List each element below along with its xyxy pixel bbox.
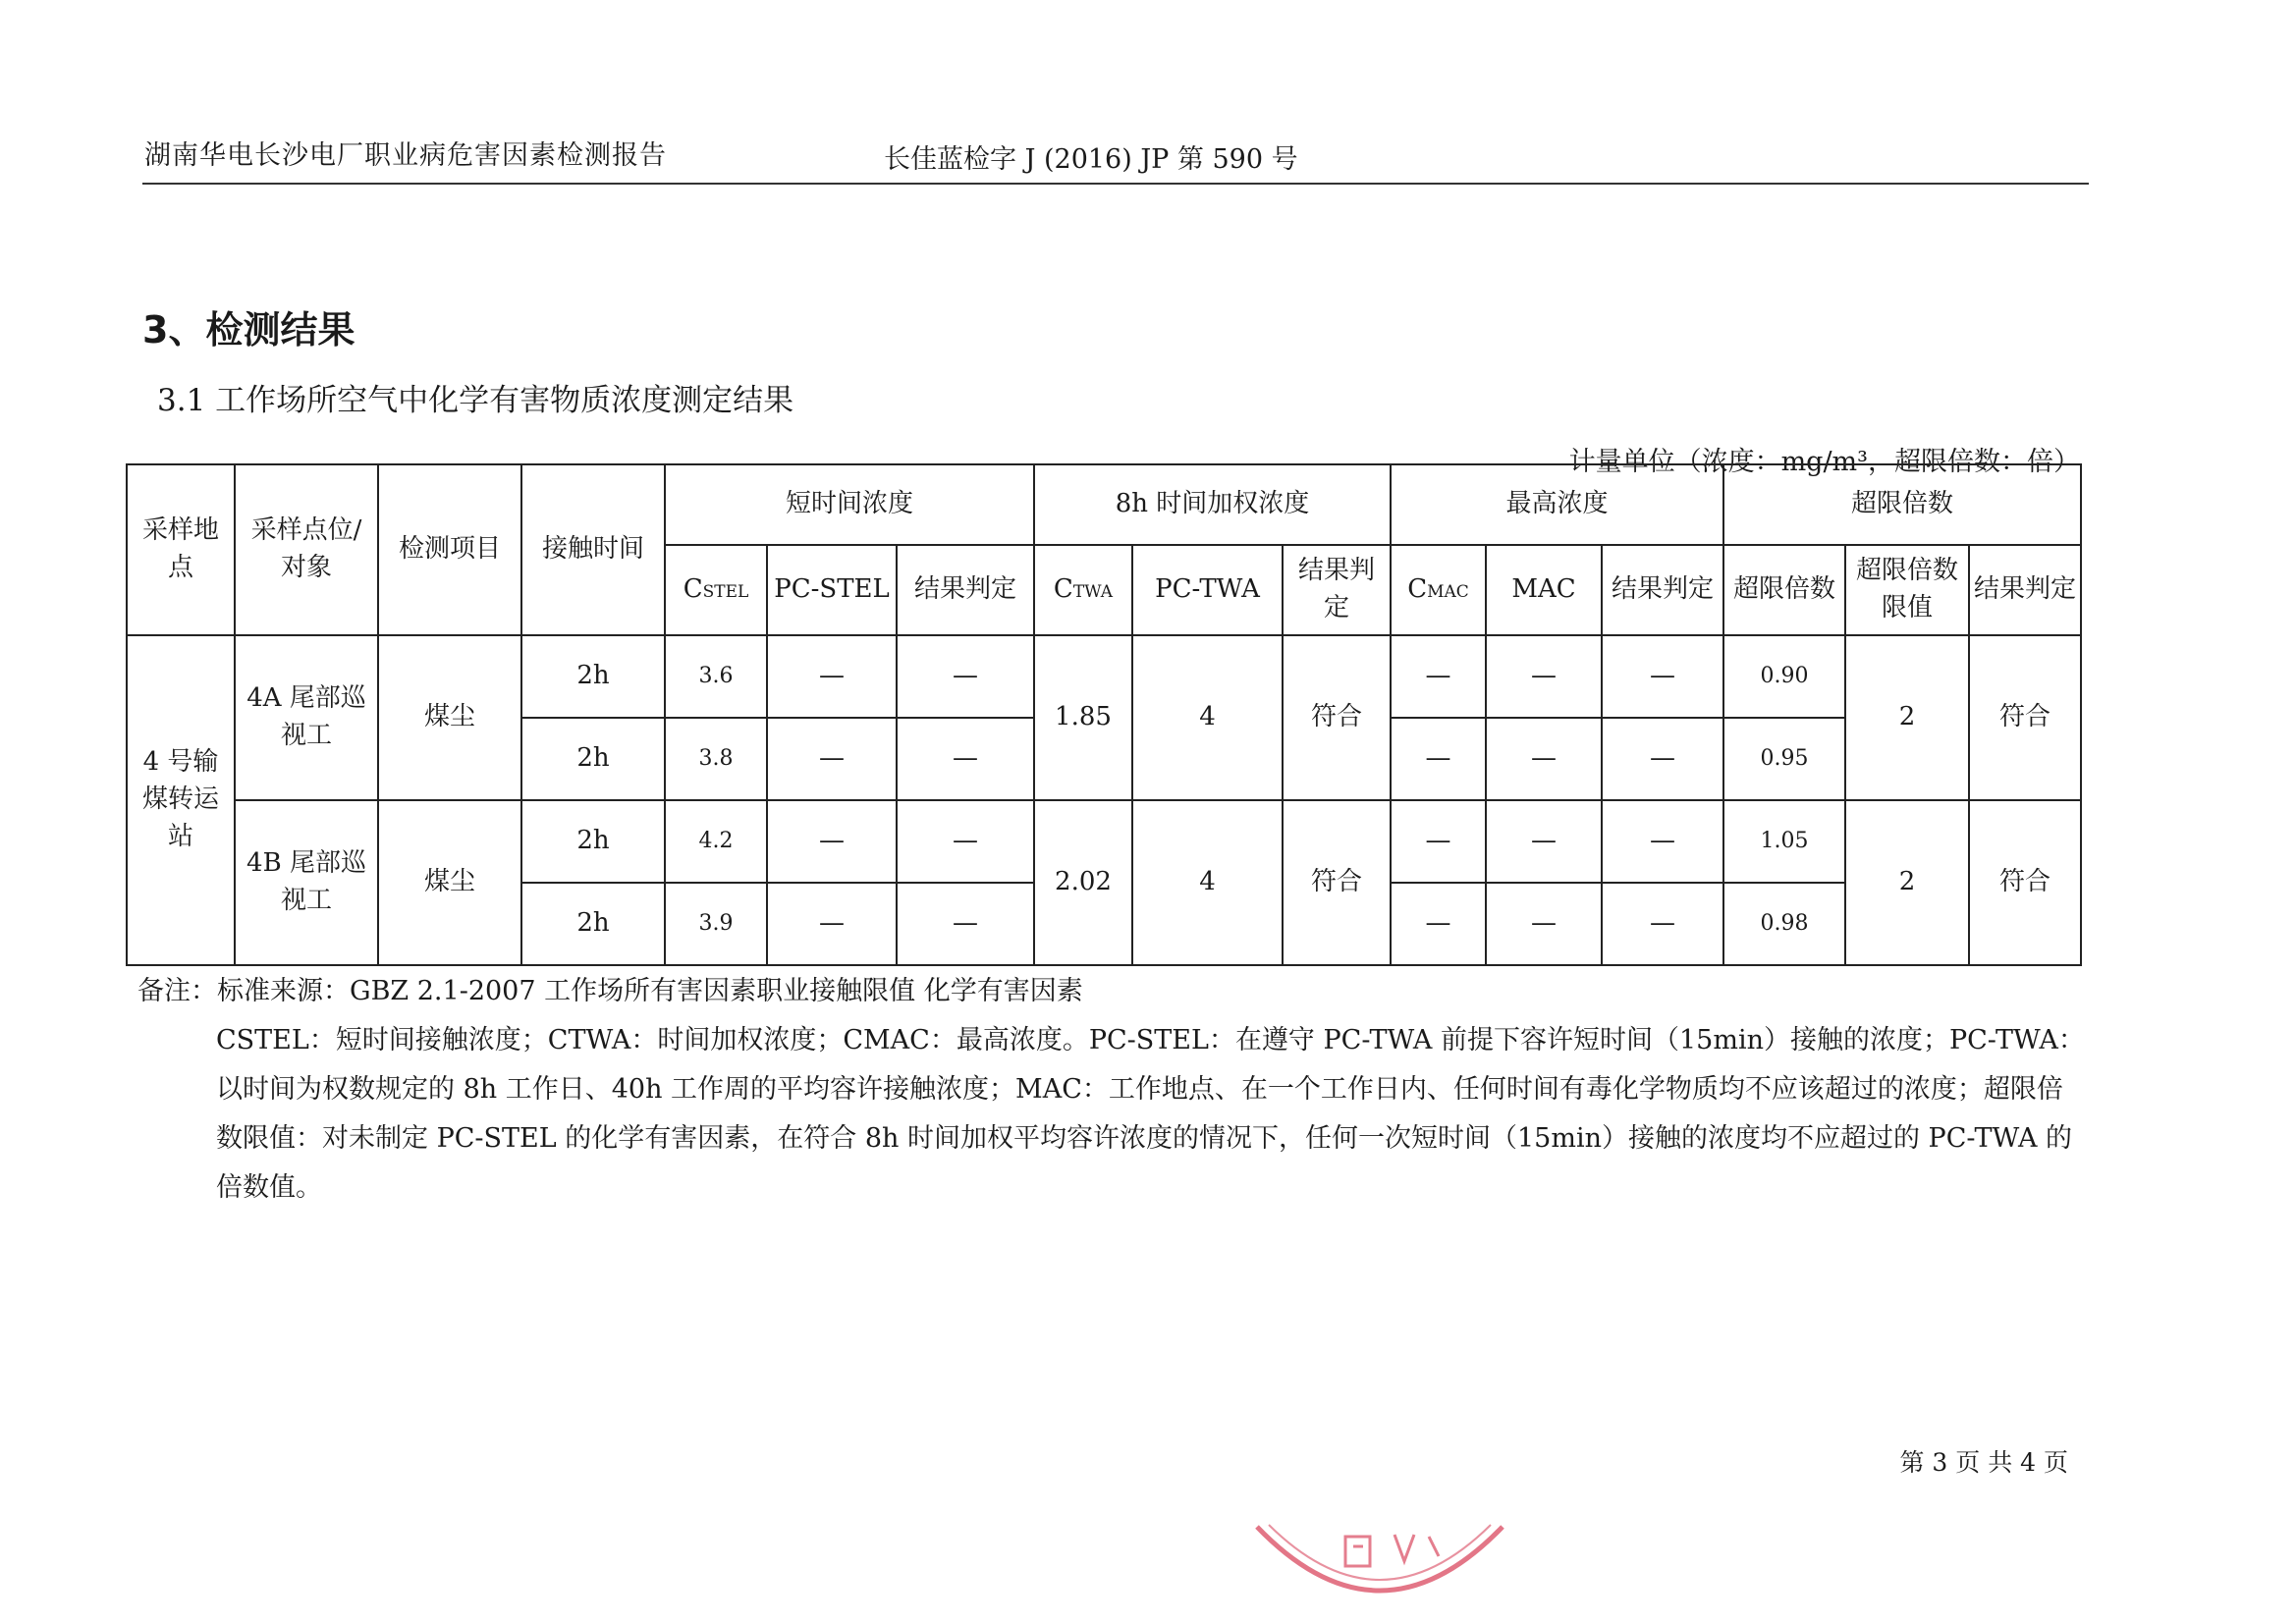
cell-excursion-ratio: 0.90 <box>1723 635 1845 718</box>
report-title: 湖南华电长沙电厂职业病危害因素检测报告 <box>144 140 667 171</box>
header-position: 采样点位/对象 <box>235 464 378 635</box>
cell-time: 2h <box>521 800 665 883</box>
cell-pcstel: — <box>767 718 897 800</box>
notes-definitions: CSTEL：短时间接触浓度；CTWA：时间加权浓度；CMAC：最高浓度。PC-STEL：在遵守 PC-TWA 前提下容许短时间（15min）接触的浓度；PC-TWA：以时间为权数规定的 8h 工作日、40h 工作周的平均容许接触浓度；MAC：工作地点、在一个工作日内、任何时间有毒化学物质均不应该超过的浓度；超限倍数限值：对未制定 PC-STEL 的化学有害因素，在符合 8h 时间加权平均容许浓度的情况下，任何一次短时间（15min）接触的浓度均不应超过的 PC-TWA 的倍数值。 <box>216 1025 2085 1203</box>
table-header-row-1 <box>127 464 2081 545</box>
header-max-group: 最高浓度 <box>1391 464 1723 545</box>
cell-pctwa: 4 <box>1132 635 1283 800</box>
header-excursion-ratio: 超限倍数 <box>1723 545 1845 635</box>
cell-cmac: — <box>1391 718 1486 800</box>
header-short-term: 短时间浓度 <box>665 464 1034 545</box>
cell-mac-result: — <box>1602 718 1723 800</box>
cell-excursion-ratio: 1.05 <box>1723 800 1845 883</box>
header-mac: MAC <box>1486 545 1602 635</box>
table-row <box>127 635 2081 718</box>
cell-time: 2h <box>521 883 665 965</box>
cell-cmac: — <box>1391 800 1486 883</box>
cell-mac-result: — <box>1602 883 1723 965</box>
cell-mac-result: — <box>1602 800 1723 883</box>
subsection-title: 3.1 工作场所空气中化学有害物质浓度测定结果 <box>157 383 794 418</box>
cell-item: 煤尘 <box>378 800 521 965</box>
cell-excursion-result: 符合 <box>1969 635 2081 800</box>
cell-cstel: 3.6 <box>665 635 767 718</box>
cell-cmac: — <box>1391 883 1486 965</box>
header-ctwa <box>1034 545 1132 635</box>
official-seal-stamp-icon <box>1247 1507 1512 1615</box>
notes <box>137 967 2087 1213</box>
cell-mac: — <box>1486 800 1602 883</box>
cell-mac: — <box>1486 635 1602 718</box>
cell-excursion-limit: 2 <box>1845 635 1969 800</box>
cell-cstel: 3.8 <box>665 718 767 800</box>
header-cstel <box>665 545 767 635</box>
header-cmac-main: C <box>1407 574 1428 605</box>
cell-cstel: 4.2 <box>665 800 767 883</box>
cell-pcstel: — <box>767 800 897 883</box>
results-table <box>126 463 2082 966</box>
cell-cmac: — <box>1391 635 1486 718</box>
header-cstel-main: C <box>683 574 703 605</box>
section-title: 3、检测结果 <box>142 308 355 352</box>
unit-note: 计量单位（浓度：mg/m³，超限倍数：倍） <box>1568 447 2080 477</box>
header-excursion-group: 超限倍数 <box>1723 464 2081 545</box>
header-twa-group: 8h 时间加权浓度 <box>1034 464 1391 545</box>
cell-stel-result: — <box>897 635 1034 718</box>
cell-twa-result: 符合 <box>1283 800 1391 965</box>
cell-location: 4 号输煤转运站 <box>127 635 235 965</box>
header-excursion-limit: 超限倍数限值 <box>1845 545 1969 635</box>
cell-cstel: 3.9 <box>665 883 767 965</box>
cell-stel-result: — <box>897 718 1034 800</box>
cell-excursion-result: 符合 <box>1969 800 2081 965</box>
header-ctwa-sub: TWA <box>1072 582 1114 603</box>
header-location: 采样地点 <box>127 464 235 635</box>
cell-item: 煤尘 <box>378 635 521 800</box>
cell-ctwa: 1.85 <box>1034 635 1132 800</box>
header-stel-result: 结果判定 <box>897 545 1034 635</box>
cell-pcstel: — <box>767 635 897 718</box>
notes-source: 备注：标准来源：GBZ 2.1-2007 工作场所有害因素职业接触限值 化学有害因素 <box>137 976 1083 1006</box>
header-cmac <box>1391 545 1486 635</box>
header-pcstel: PC-STEL <box>767 545 897 635</box>
cell-pcstel: — <box>767 883 897 965</box>
cell-pctwa: 4 <box>1132 800 1283 965</box>
cell-excursion-ratio: 0.98 <box>1723 883 1845 965</box>
header-twa-result: 结果判定 <box>1283 545 1391 635</box>
table-row <box>127 800 2081 883</box>
cell-stel-result: — <box>897 883 1034 965</box>
report-number: 长佳蓝检字 J (2016) JP 第 590 号 <box>884 144 1298 175</box>
header-item: 检测项目 <box>378 464 521 635</box>
header-cmac-sub: MAC <box>1427 582 1469 603</box>
cell-mac: — <box>1486 718 1602 800</box>
cell-mac: — <box>1486 883 1602 965</box>
header-cstel-sub: STEL <box>702 582 749 603</box>
header-exposure-time: 接触时间 <box>521 464 665 635</box>
cell-position: 4A 尾部巡视工 <box>235 635 378 800</box>
cell-time: 2h <box>521 718 665 800</box>
cell-twa-result: 符合 <box>1283 635 1391 800</box>
cell-excursion-ratio: 0.95 <box>1723 718 1845 800</box>
header-ctwa-main: C <box>1053 574 1073 605</box>
cell-position: 4B 尾部巡视工 <box>235 800 378 965</box>
header-divider <box>142 183 2089 185</box>
page-number: 第 3 页 共 4 页 <box>1899 1448 2068 1477</box>
cell-time: 2h <box>521 635 665 718</box>
header-mac-result: 结果判定 <box>1602 545 1723 635</box>
header-excursion-result: 结果判定 <box>1969 545 2081 635</box>
cell-ctwa: 2.02 <box>1034 800 1132 965</box>
cell-mac-result: — <box>1602 635 1723 718</box>
header-pctwa: PC-TWA <box>1132 545 1283 635</box>
cell-excursion-limit: 2 <box>1845 800 1969 965</box>
cell-stel-result: — <box>897 800 1034 883</box>
